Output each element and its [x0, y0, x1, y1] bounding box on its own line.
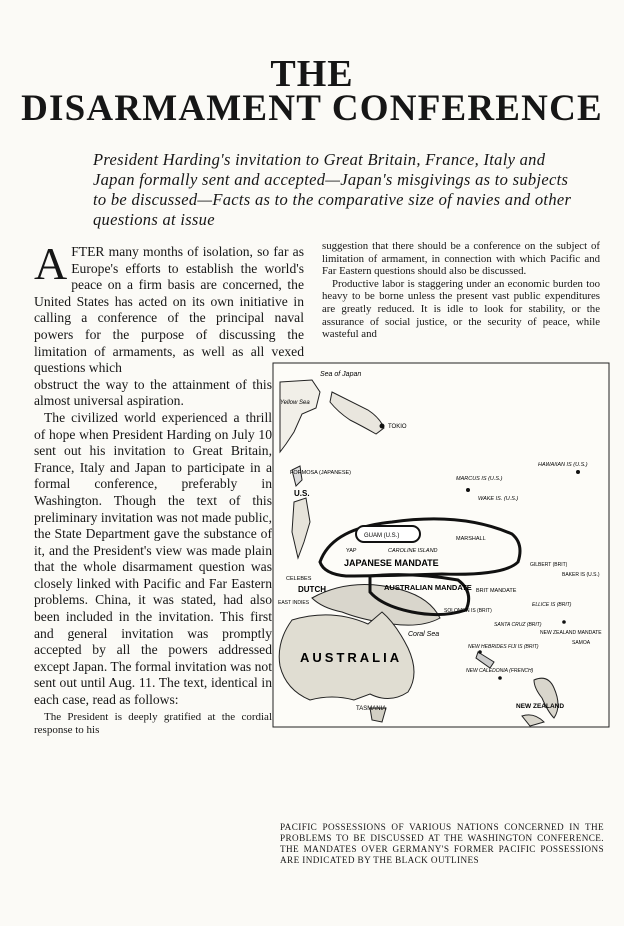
label-caroline: CAROLINE ISLAND [388, 548, 438, 554]
pacific-map-svg [272, 362, 610, 728]
pacific-map [272, 362, 610, 728]
label-yellow-sea: Yellow Sea [280, 400, 310, 406]
label-gilbert: GILBERT (BRIT) [530, 562, 568, 568]
island-dot [478, 650, 482, 654]
label-tokio: TOKIO [388, 424, 407, 430]
right-paragraph-2: Productive labor is staggering under an economic burden too heavy to be borne unless the present vast public expenditures are greatly reduced. It is idle to look for stability, or the assurance of social justice, or the security of peace, while wasteful and [322, 277, 600, 341]
label-nz-mandate: NEW ZEALAND MANDATE [540, 630, 602, 636]
label-new-caledonia: NEW CALEDONIA (FRENCH) [466, 668, 534, 674]
label-guam: GUAM (U.S.) [364, 533, 400, 539]
label-australia: AUSTRALIA [300, 650, 403, 665]
label-celebes: CELEBES [286, 576, 312, 582]
left-paragraph-1b: obstruct the way to the attainment of this almost universal aspiration. [34, 376, 272, 409]
label-santa-cruz: SANTA CRUZ (BRIT) [494, 622, 542, 628]
label-wake: WAKE IS. (U.S.) [478, 496, 519, 502]
label-solomon: SOLOMON IS (BRIT) [444, 608, 492, 614]
right-column [322, 240, 600, 341]
label-baker: BAKER IS (U.S.) [562, 572, 600, 578]
left-paragraph-3: The President is deeply gratified at the cordial response to his [34, 710, 272, 736]
right-paragraph-1: suggestion that there should be a conference on the subject of limitation of armament, in connection with which Pacific and Far Eastern questions should also be discussed. [322, 240, 600, 278]
label-sea-of-japan: Sea of Japan [320, 371, 362, 378]
island-dot [498, 676, 502, 680]
headline-title: DISARMAMENT CONFERENCE [21, 88, 603, 129]
drop-cap: A [34, 238, 68, 289]
map-caption: PACIFIC POSSESSIONS OF VARIOUS NATIONS CONCERNED IN THE PROBLEMS TO BE DISCUSSED AT THE WASHINGTON CONFERENCE. THE MANDATES OVER GERMANY'S FORMER PACIFIC POSSESSIONS ARE INDICATED BY THE BLACK OUTLINES [280, 822, 604, 865]
left-paragraph-1 [34, 238, 304, 377]
island-dot [576, 470, 580, 474]
island-dot [562, 620, 566, 624]
label-fiji: FIJI IS (BRIT) [508, 644, 539, 650]
article-subtitle: President Harding's invitation to Great Britain, France, Italy and Japan formally sent and accepted—Japan's misgivings as to subjects to be discussed—Facts as to the comparative size of navies and other questions at issue [93, 150, 572, 229]
label-dutch: DUTCH [298, 585, 326, 594]
headline-the: THE [270, 53, 354, 95]
label-ellice: ELLICE IS (BRIT) [532, 602, 572, 608]
left-column [34, 238, 304, 737]
label-tasmania: TASMANIA [356, 706, 387, 712]
label-australian-mandate: AUSTRALIAN MANDATE [384, 583, 472, 592]
label-new-zealand: NEW ZEALAND [516, 703, 565, 710]
left-paragraph-1-text: FTER many months of isolation, so far as Europe's efforts to establish the world's peace on a firm basis are concerned, the United States has acted on its own initiative in calling a conference of the principal naval powers for the purpose of discussing the limitation of armaments, as well as all vexed questions which [34, 244, 304, 376]
label-hawaiian: HAWAIIAN IS (U.S.) [538, 462, 588, 468]
island-dot [466, 488, 470, 492]
tokio-dot [380, 424, 385, 429]
label-formosa: FORMOSA (JAPANESE) [290, 470, 352, 476]
label-samoa: SAMOA [572, 640, 591, 646]
label-us: U.S. [294, 489, 310, 498]
label-marcus: MARCUS IS (U.S.) [456, 476, 503, 482]
label-coral-sea: Coral Sea [408, 631, 440, 638]
label-brit-mandate: BRIT MANDATE [476, 588, 517, 594]
label-yap: YAP [346, 548, 357, 554]
label-marshall: MARSHALL [456, 536, 486, 542]
label-japanese-mandate: JAPANESE MANDATE [344, 558, 439, 568]
label-east-indies: EAST INDIES [278, 600, 310, 606]
label-new-hebrides: NEW HEBRIDES [468, 644, 507, 650]
left-paragraph-2: The civilized world experienced a thrill of hope when President Harding on July 10 sent out his invitation to Great Britain, France, Italy and Japan to participate in a formal conference, preferably in Washington. Though the text of this preliminary invitation was not made public, the State Department gave the substance of it, and the President's view was made plain that the whole disarmament question was closely linked with Pacific and Far Eastern problems. China, it was stated, had also been included in the invitation. This first and general invitation was promptly accepted by all the powers addressed except Japan. The formal invitation was not sent out until Aug. 11. The text, identical in each case, read as follows: [34, 409, 272, 708]
